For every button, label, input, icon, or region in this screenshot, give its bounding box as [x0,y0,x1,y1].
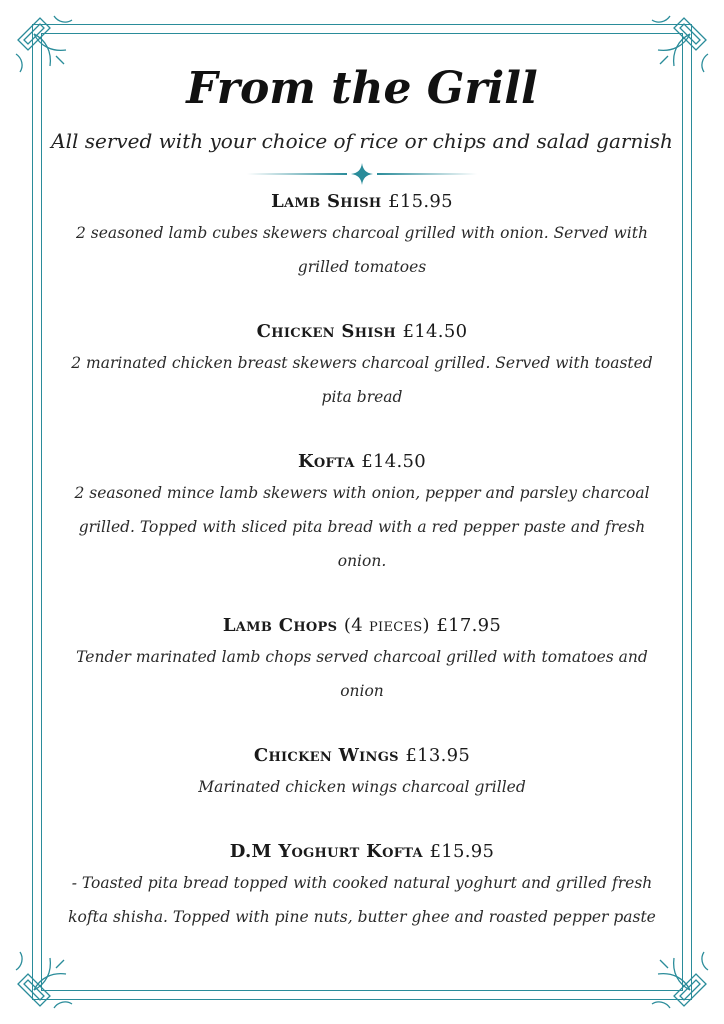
menu-item-kofta [50,448,674,578]
corner-flourish-icon [10,944,80,1014]
item-price: £15.95 [388,191,453,212]
menu-item-chicken-shish [50,318,674,414]
item-description: Marinated chicken wings charcoal grilled [198,778,526,796]
item-price: £13.95 [405,745,471,766]
item-name: Chicken Wings [253,745,399,766]
item-name: Chicken Shish [256,321,396,342]
item-note: (4 pieces) [343,615,430,636]
menu-item-lamb-chops [50,612,674,708]
item-description: 2 seasoned lamb cubes skewers charcoal grilled with onion. Served with grilled tomatoes [76,224,648,276]
item-description: 2 marinated chicken breast skewers charcoal grilled. Served with toasted pita bread [71,354,653,406]
item-name: Lamb Chops [222,615,338,636]
divider-line [247,173,347,175]
item-name: D.M Yoghurt Kofta [229,841,423,862]
menu-subtitle: All served with your choice of rice or chips and salad garnish [51,129,673,153]
divider-line [377,173,477,175]
title-divider [247,162,477,186]
menu-item-dm-yoghurt-kofta [50,838,674,934]
item-price: £14.50 [402,321,468,342]
menu-section [50,60,674,934]
item-description: Tender marinated lamb chops served charcoal grilled with tomatoes and onion [76,648,648,700]
item-price: £15.95 [429,841,495,862]
menu-item-chicken-wings [50,742,674,804]
item-name: Lamb Shish [271,191,382,212]
item-description: - Toasted pita bread topped with cooked natural yoghurt and grilled fresh kofta shisha. Topped with pine nuts, butter ghee and roasted pepper paste [68,874,656,926]
item-price: £14.50 [361,451,427,472]
menu-title: From the Grill [186,63,538,114]
item-price: £17.95 [436,615,502,636]
item-name: Kofta [297,451,355,472]
item-description: 2 seasoned mince lamb skewers with onion, pepper and parsley charcoal grilled. Topped with sliced pita bread with a red pepper paste and fresh onion. [74,484,650,570]
diamond-star-icon [350,162,374,186]
menu-item-lamb-shish [50,188,674,284]
corner-flourish-icon [644,944,714,1014]
